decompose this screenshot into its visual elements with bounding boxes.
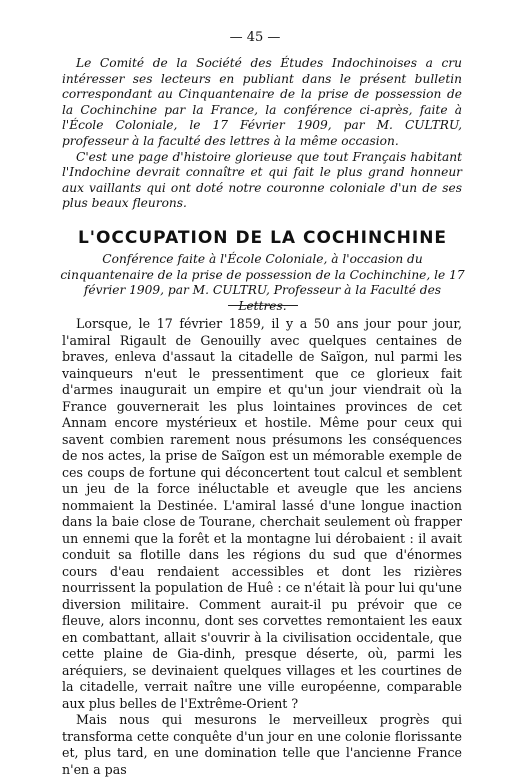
- article-body: [62, 316, 462, 778]
- intro-note: [62, 56, 462, 212]
- body-paragraph: Mais nous qui mesurons le merveilleux progrès qui transforma cette conquête d'un jour en une colonie florissante et, plus tard, en une domination telle que l'ancienne France n'en a pas: [62, 712, 462, 777]
- intro-paragraph: C'est une page d'histoire glorieuse que tout Français habitant l'Indochine devrait connaître et qui fait le plus grand honneur aux vaillants qui ont doté notre couronne coloniale d'un de ses plus beaux fleurons.: [62, 149, 462, 211]
- separator-rule: [228, 305, 298, 306]
- body-paragraph: Lorsque, le 17 février 1859, il y a 50 ans jour pour jour, l'amiral Rigault de Genouilly avec quelques centaines de braves, enleva d'assaut la citadelle de Saïgon, nul parmi les vainqueurs n'eut le pressentiment que ce glorieux fait d'armes inaugurait un empire et qu'un jour viendrait où la France gouvernerait les plus lointaines provinces de cet Annam encore mystérieux et hostile. Même pour ceux qui savent combien rarement nous présumons les conséquences de nos actes, la prise de Saïgon est un mémorable exemple de ces coups de fortune qui déconcertent tout calcul et semblent un jeu de la force inéluctable et aveugle que les anciens nommaient la Destinée. L'amiral lassé d'une longue inaction dans la baie close de Tourane, cherchait seulement où frapper un ennemi que la forêt et la montagne lui dérobaient : il avait conduit sa flotille dans les régions du sud que d'énormes cours d'eau rendaient accessibles et dont les rizières nourrissent la population de Huê : ce n'était là pour lui qu'une diversion militaire. Comment aurait-il pu prévoir que ce fleuve, alors inconnu, dont ses corvettes remontaient les eaux en combattant, allait s'ouvrir à la civilisation occidentale, que cette plaine de Gia-dinh, presque déserte, où, parmi les aréquiers, se devinaient quelques villages et les courtines de la citadelle, verrait naître une ville européenne, comparable aux plus belles de l'Extrême-Orient ?: [62, 316, 462, 711]
- page-number: — 45 —: [229, 30, 281, 45]
- article-subtitle: Conférence faite à l'École Coloniale, à l'occasion du cinquantenaire de la prise de possession de la Cochinchine, le 17 février 1909, par M. CULTRU, Professeur à la Faculté des Lettres.: [60, 252, 465, 313]
- intro-paragraph: Le Comité de la Société des Études Indochinoises a cru intéresser ses lecteurs en publiant dans le présent bulletin correspondant au Cinquantenaire de la prise de possession de la Cochinchine par la France, la conférence ci-après, faite à l'École Coloniale, le 17 Février 1909, par M. CULTRU, professeur à la faculté des lettres à la même occasion.: [62, 56, 462, 148]
- article-title: L'OCCUPATION DE LA COCHINCHINE: [77, 228, 448, 248]
